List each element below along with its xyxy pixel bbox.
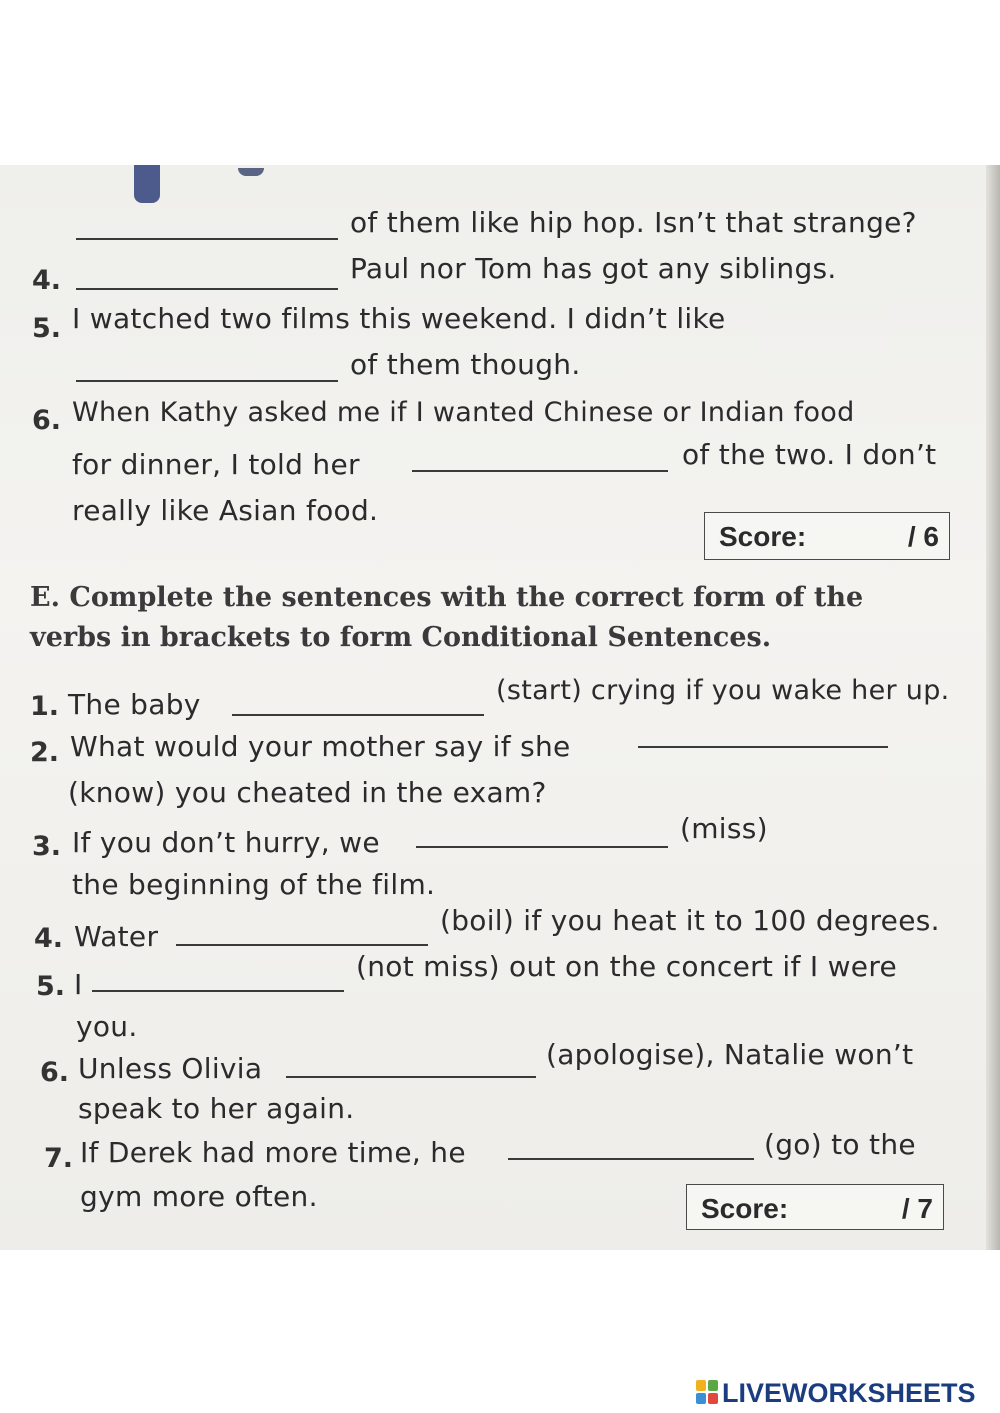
e3-number: 3. — [32, 831, 62, 862]
liveworksheets-logo-icon — [696, 1380, 720, 1406]
e4-after: (boil) if you heat it to 100 degrees. — [440, 904, 940, 937]
e5-number: 5. — [36, 971, 66, 1002]
e7-before: If Derek had more time, he — [80, 1136, 466, 1169]
e7-after: (go) to the — [764, 1128, 916, 1161]
score-label: Score: — [719, 521, 807, 552]
e2-number: 2. — [30, 737, 60, 768]
score-box-d — [704, 512, 950, 560]
e5-cont: you. — [76, 1010, 138, 1043]
score-out-of: / 7 — [901, 1193, 933, 1224]
score-box-e — [686, 1184, 944, 1230]
answer-blank-e4[interactable] — [176, 944, 428, 946]
e7-number: 7. — [44, 1143, 74, 1174]
score-label: Score: — [701, 1193, 789, 1224]
e6-before: Unless Olivia — [78, 1052, 263, 1085]
e5-after: (not miss) out on the concert if I were — [356, 950, 898, 983]
e6-cont: speak to her again. — [78, 1092, 355, 1125]
d6-text-c: really like Asian food. — [72, 494, 379, 527]
liveworksheets-brand: LIVEWORKSHEETS — [722, 1378, 976, 1408]
answer-blank-e5[interactable] — [92, 990, 344, 992]
section-e-heading: E. Complete the sentences with the correct form of the verbs in brackets to form Conditional Sentences. — [30, 582, 864, 653]
e3-before: If you don’t hurry, we — [72, 826, 380, 859]
e2-before: What would your mother say if she — [70, 730, 571, 763]
d6-text-b: of the two. I don’t — [682, 438, 937, 471]
d6-number: 6. — [32, 405, 62, 436]
e6-after: (apologise), Natalie won’t — [546, 1038, 914, 1071]
d5-number: 5. — [32, 313, 62, 344]
e1-after: (start) crying if you wake her up. — [496, 675, 950, 706]
answer-blank-d6[interactable] — [412, 470, 668, 472]
d5-text-cont: of them though. — [350, 348, 581, 381]
e6-number: 6. — [40, 1057, 70, 1088]
page-tab-marker — [134, 165, 160, 203]
e1-number: 1. — [30, 691, 60, 722]
d5-text: I watched two films this weekend. I didn’t like — [72, 302, 726, 335]
answer-blank-d3[interactable] — [76, 238, 338, 240]
e4-number: 4. — [34, 923, 64, 954]
e3-after: (miss) — [680, 812, 768, 845]
e3-cont: the beginning of the film. — [72, 868, 436, 901]
score-out-of: / 6 — [907, 521, 939, 552]
page-tab-marker-small — [238, 168, 264, 176]
d3-text: of them like hip hop. Isn’t that strange? — [350, 206, 917, 239]
answer-blank-e6[interactable] — [286, 1076, 536, 1078]
answer-blank-d4[interactable] — [76, 288, 338, 290]
answer-blank-e7[interactable] — [508, 1158, 754, 1160]
e5-before: I — [74, 968, 83, 1001]
answer-blank-e3[interactable] — [416, 846, 668, 848]
page-edge — [986, 165, 1000, 1250]
e2-cont: (know) you cheated in the exam? — [68, 776, 547, 809]
d4-text: Paul nor Tom has got any siblings. — [350, 252, 837, 285]
e1-before: The baby — [68, 688, 201, 721]
answer-blank-e1[interactable] — [232, 714, 484, 716]
d6-text-a: for dinner, I told her — [72, 448, 360, 481]
e4-before: Water — [74, 920, 159, 953]
e7-cont: gym more often. — [80, 1180, 318, 1213]
answer-blank-d5[interactable] — [76, 380, 338, 382]
d4-number: 4. — [32, 265, 62, 296]
d6-text: When Kathy asked me if I wanted Chinese or Indian food — [72, 397, 855, 428]
answer-blank-e2[interactable] — [638, 746, 888, 748]
